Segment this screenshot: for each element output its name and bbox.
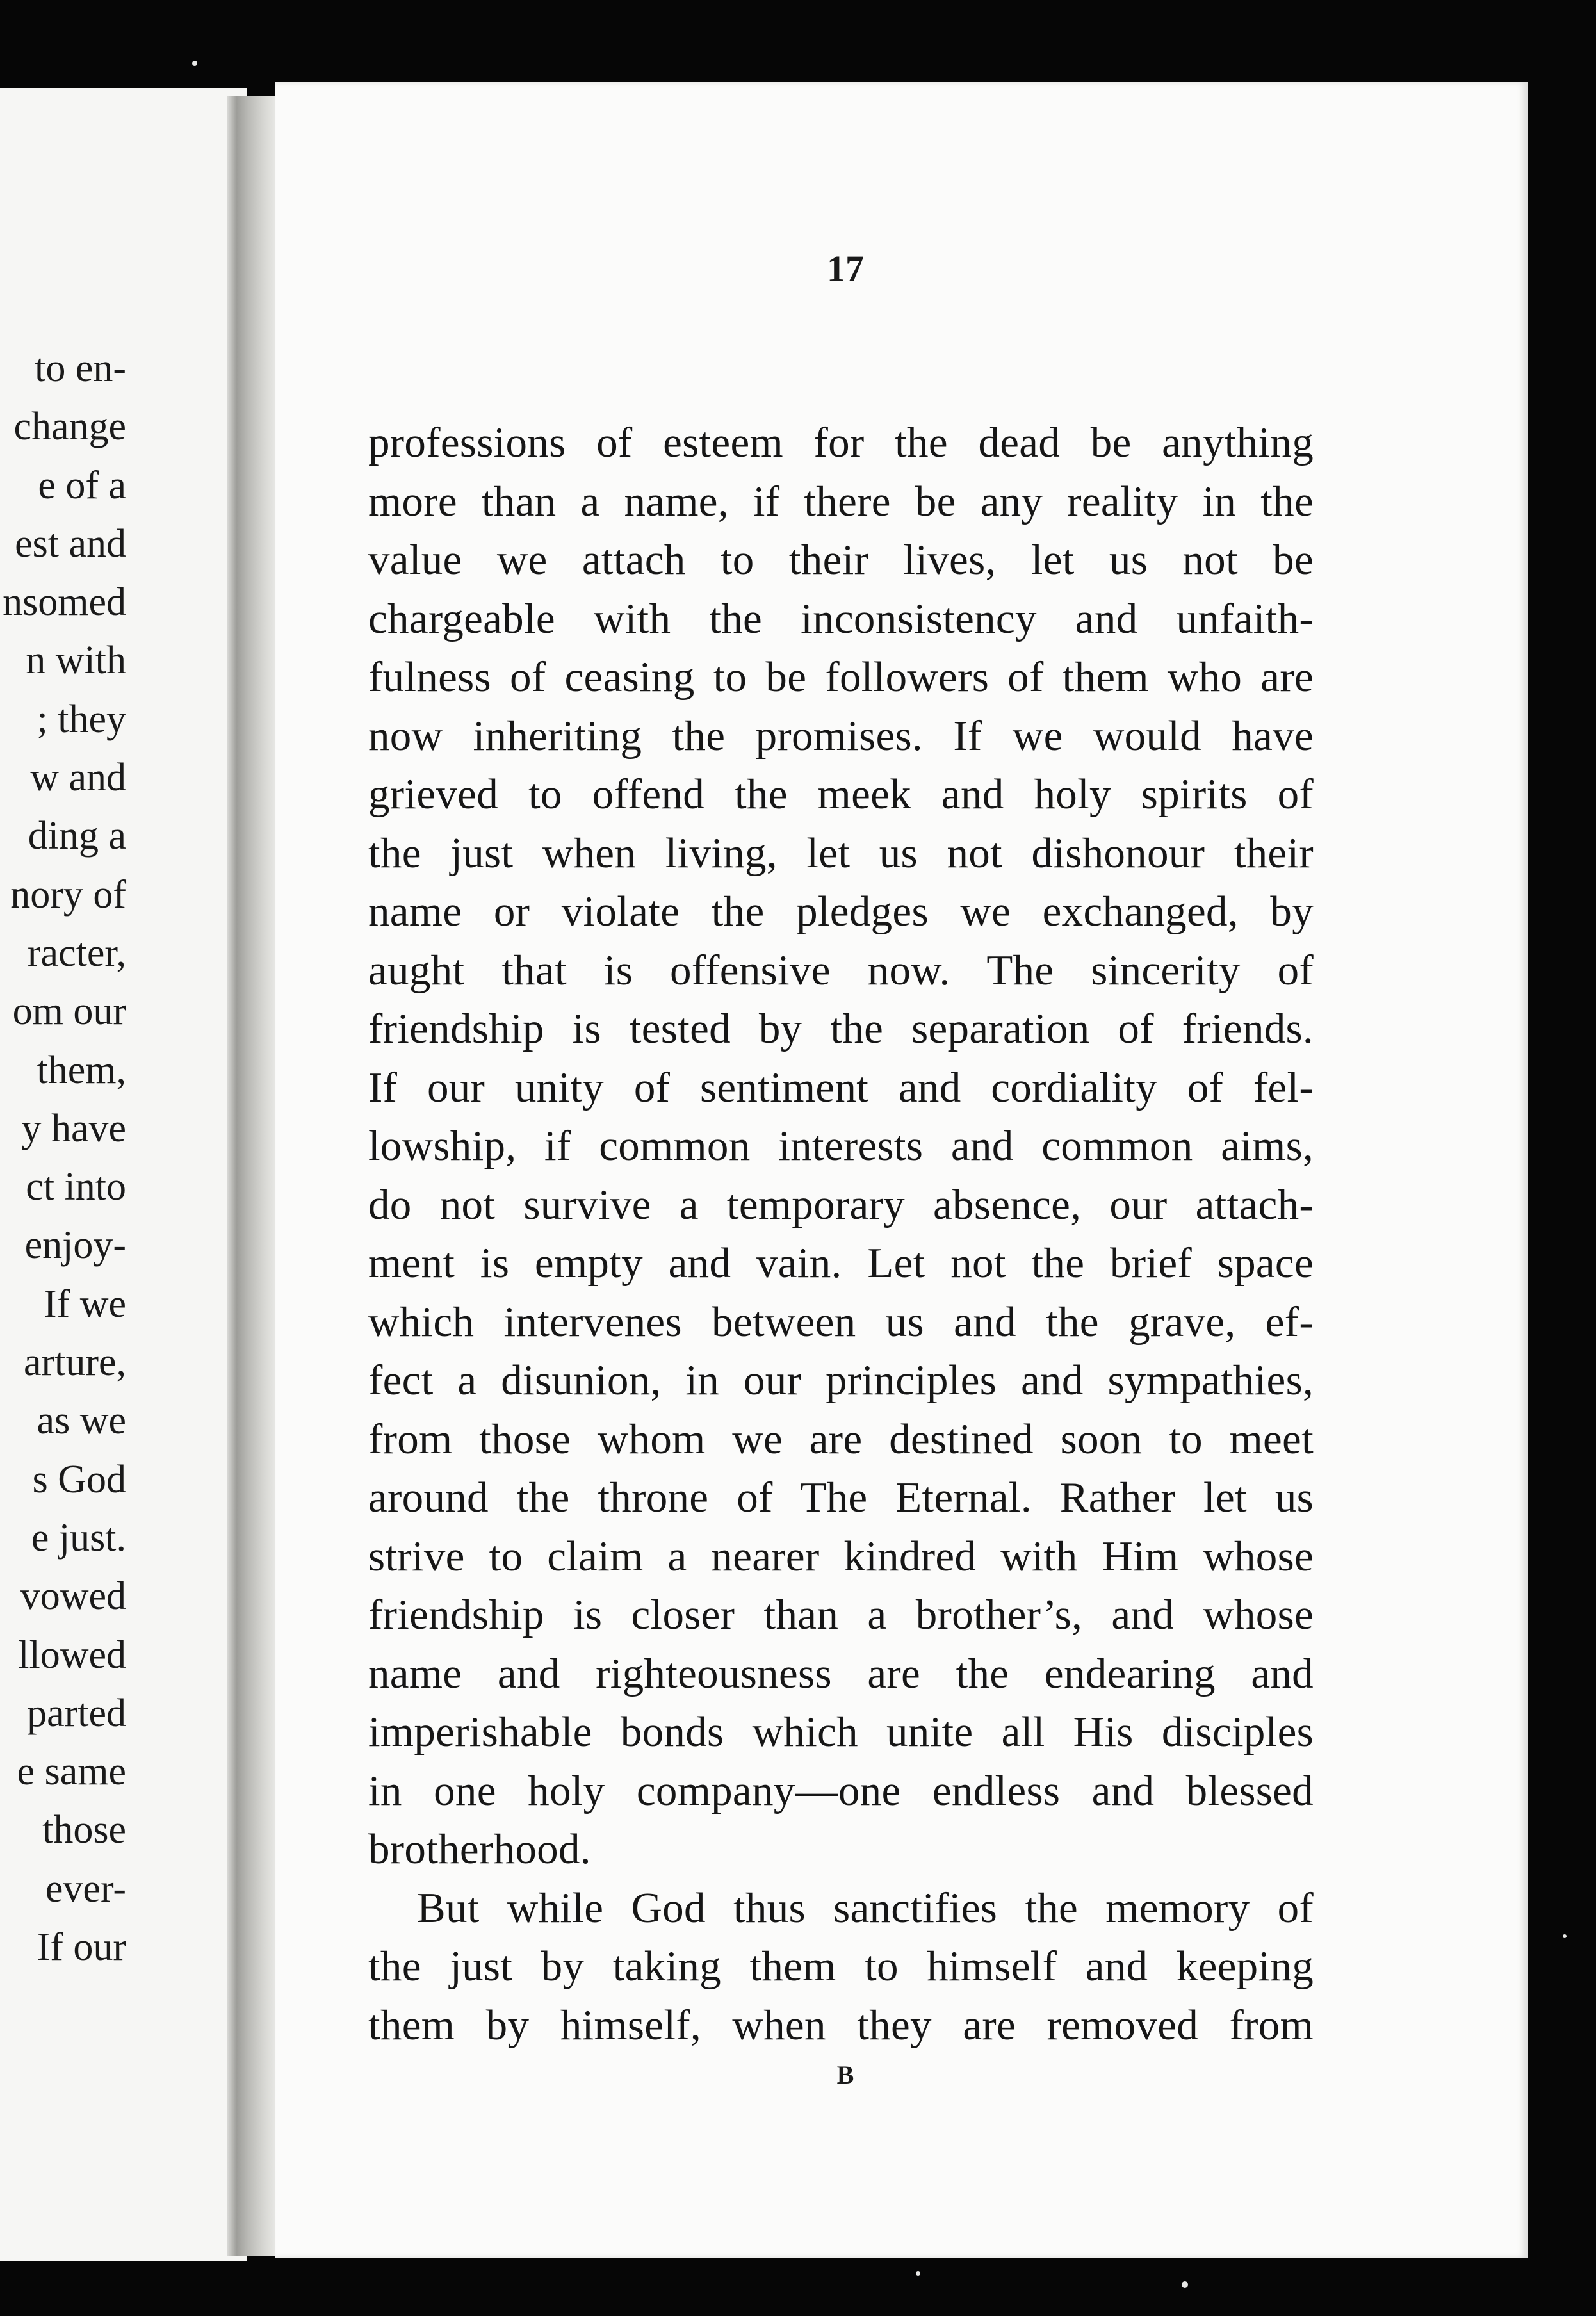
left-line: as we [37, 1399, 126, 1443]
text-line-paragraph-start: But while God thus sanctifies the memory of [417, 1884, 1314, 1932]
text-line-paragraph-end: brotherhood. [368, 1825, 591, 1873]
left-line: s God [32, 1457, 126, 1501]
left-line: If our [37, 1925, 126, 1969]
book-page [275, 82, 1528, 2258]
text-line: value we attach to their lives, let us not be [368, 536, 1314, 583]
left-line: vowed [20, 1574, 126, 1619]
text-line: fect a disunion, in our principles and sympathies, [368, 1357, 1314, 1404]
left-line: om our [12, 990, 126, 1034]
left-line: nsomed [3, 580, 126, 624]
left-line: e just. [31, 1515, 126, 1560]
text-line: from those whom we are destined soon to meet [368, 1415, 1314, 1463]
left-line: n with [26, 639, 126, 683]
left-line: arture, [23, 1341, 126, 1385]
page-body-text [368, 414, 1314, 2055]
left-line: ; they [37, 697, 126, 741]
text-line: aught that is offensive now. The sincerity of [368, 946, 1314, 994]
left-line: e same [17, 1750, 126, 1794]
left-line: ever- [45, 1866, 126, 1911]
left-line: those [42, 1808, 126, 1852]
scan-speck [1563, 1934, 1567, 1938]
text-line: name and righteousness are the endearing and [368, 1649, 1314, 1697]
text-line: lowship, if common interests and common aims, [368, 1122, 1314, 1170]
text-line: name or violate the pledges we exchanged, by [368, 888, 1314, 935]
left-line: llowed [18, 1633, 126, 1677]
left-line: nory of [10, 872, 126, 917]
text-line: more than a name, if there be any reality in the [368, 477, 1314, 525]
text-line: in one holy company—one endless and blessed [368, 1766, 1314, 1814]
text-line: them by himself, when they are removed from [368, 2001, 1314, 2049]
scan-speck [1182, 2281, 1188, 2288]
page-number: 17 [827, 248, 864, 290]
text-line: professions of esteem for the dead be anything [368, 419, 1314, 466]
left-page-fragment [0, 88, 247, 2261]
text-line: the just by taking them to himself and keeping [368, 1943, 1314, 1990]
text-line: do not survive a temporary absence, our attach- [368, 1180, 1314, 1228]
left-line: ct into [26, 1165, 126, 1209]
signature-mark: B [836, 2060, 854, 2089]
left-line: enjoy- [24, 1223, 126, 1268]
left-line: w and [30, 756, 126, 800]
text-line: ment is empty and vain. Let not the brief space [368, 1239, 1314, 1287]
text-line: chargeable with the inconsistency and unfaith- [368, 594, 1314, 642]
scan-speck [916, 2271, 920, 2276]
left-line: est and [15, 521, 126, 566]
left-line: change [13, 405, 126, 449]
text-line: fulness of ceasing to be followers of them who are [368, 653, 1314, 701]
binding-gutter [227, 96, 279, 2256]
text-line: strive to claim a nearer kindred with Him whose [368, 1532, 1314, 1580]
left-line: If we [43, 1282, 126, 1326]
scan-speck [192, 61, 197, 66]
text-line: imperishable bonds which unite all His disciples [368, 1708, 1314, 1756]
text-line: friendship is closer than a brother’s, and whose [368, 1591, 1314, 1638]
text-line: around the throne of The Eternal. Rather let us [368, 1474, 1314, 1521]
left-line: to en- [35, 347, 126, 390]
left-line: them, [37, 1048, 126, 1092]
left-line: parted [27, 1691, 126, 1735]
left-line: e of a [38, 463, 126, 507]
text-line: now inheriting the promises. If we would have [368, 712, 1314, 760]
text-line: If our unity of sentiment and cordiality of fel- [368, 1063, 1314, 1111]
text-line: the just when living, let us not dishonour their [368, 829, 1314, 877]
text-line: grieved to offend the meek and holy spirits of [368, 771, 1314, 818]
left-page-text [0, 339, 126, 1977]
left-line: racter, [27, 931, 126, 975]
left-line: ding a [28, 814, 126, 858]
text-line: friendship is tested by the separation of friends. [368, 1005, 1314, 1052]
left-line: y have [21, 1106, 126, 1150]
text-line: which intervenes between us and the grave, ef- [368, 1298, 1314, 1346]
